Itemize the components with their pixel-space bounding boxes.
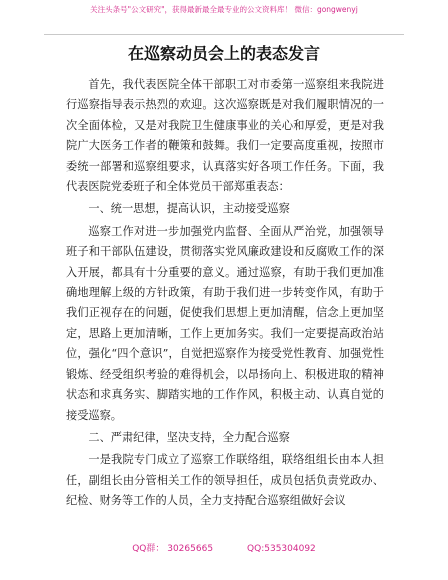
footer-qq-number: QQ:535304092: [247, 544, 316, 554]
footer-qq-group: QQ群： 30265665: [132, 544, 214, 554]
document-body: [66, 75, 384, 512]
header-banner: 关注头条号"公文研究"，获得最新最全最专业的公文资料库！ 微信：gongwenyj: [90, 5, 358, 14]
paragraph-intro: 首先，我代表医院全体干部职工对市委第一巡察组来我院进行巡察指导表示热烈的欢迎。这次巡察既是对我们履职情况的一次全面体检，又是对我院卫生健康事业的关心和厚爱，更是对我院广大医务工作者的鞭策和鼓舞。我们一定要高度重视，按照市委统一部署和巡察组要求，认真落实好各项工作任务。下面，我代表医院党委班子和全体党员干部郑重表态：: [66, 78, 384, 194]
footer-contacts: [0, 543, 448, 555]
paragraph-section-2: 一是我院专门成立了巡察工作联络组，联络组组长由本人担任，副组长由分管相关工作的领导担任，成员包括负责党政办、纪检、财务等工作的人员，全力支持配合巡察组做好会议: [66, 453, 384, 508]
section-heading-2: 二、严肃纪律，坚决支持，全力配合巡察: [88, 430, 290, 444]
section-heading-1: 一、统一思想，提高认识，主动接受巡察: [88, 202, 290, 216]
header-divider: [44, 34, 404, 35]
paragraph-section-1: 巡察工作对进一步加强党内监督、全面从严治党，加强领导班子和干部队伍建设，贯彻落实党风廉政建设和反腐败工作的深入开展，都具有十分重要的意义。通过巡察，有助于我们更加准确地理解上级的方针政策，有助于我们进一步转变作风，有助于我们正视存在的问题，促使我们思想上更加清醒，信念上更加坚定，思路上更加清晰，工作上更加务实。我们一定要提高政治站位，强化“四个意识”，自觉把巡察作为接受党性教育、加强党性锻炼、经受组织考验的难得机会，以昂扬向上、积极进取的精神状态和求真务实、脚踏实地的工作作风，积极主动、认真自觉的接受巡察。: [66, 224, 384, 422]
document-title: 在巡察动员会上的表态发言: [127, 44, 320, 63]
